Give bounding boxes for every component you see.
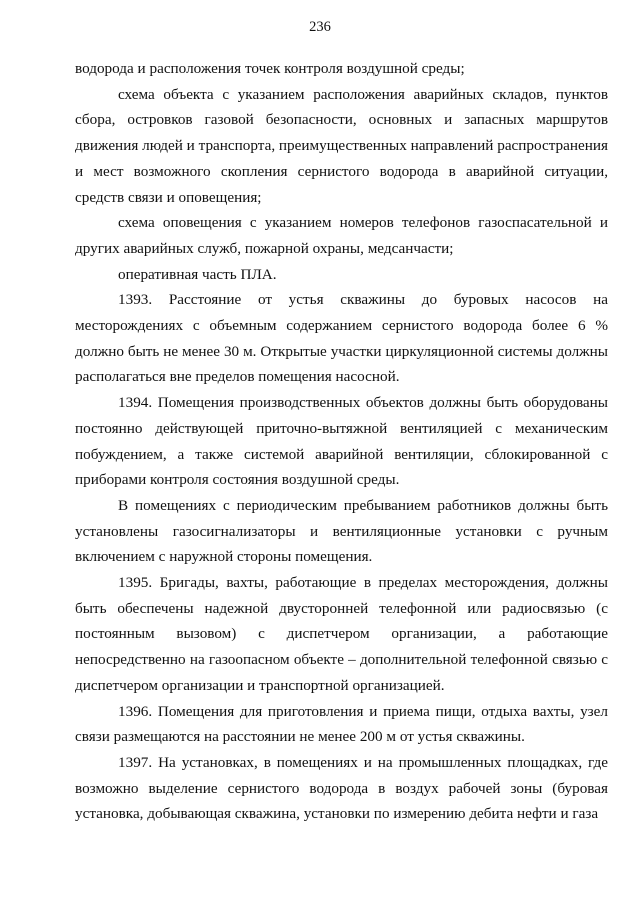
page-number: 236 — [309, 19, 331, 35]
paragraph-1396: 1396. Помещения для приготовления и приема пищи, отдыха вахты, узел связи размещаются на расстоянии не менее 200 м от устья скважины. — [75, 702, 608, 746]
paragraph-1397: 1397. На установках, в помещениях и на промышленных площадках, где возможно выделение сернистого водорода в воздух рабочей зоны (буровая установка, добывающая скважина, установки по измерению дебита нефти и газа — [75, 753, 608, 823]
paragraph-1393: 1393. Расстояние от устья скважины до буровых насосов на месторождениях с объемным содержанием сернистого водорода более 6 % должно быть не менее 30 м. Открытые участки циркуляционной системы должны располагаться вне пределов помещения насосной. — [75, 291, 608, 386]
paragraph-continuation: водорода и расположения точек контроля воздушной среды; — [75, 60, 465, 77]
paragraph-1395: 1395. Бригады, вахты, работающие в пределах месторождения, должны быть обеспечены надежной двусторонней телефонной или радиосвязью (с постоянным вызовом) с диспетчером организации, а работающие непосредственно на газоопасном объекте – дополнительной телефонной связью с диспетчером организации и транспортной организацией. — [75, 574, 608, 694]
paragraph-scheme-object: схема объекта с указанием расположения аварийных складов, пунктов сбора, островков газовой безопасности, основных и запасных маршрутов движения людей и транспорта, преимущественных направлений распространения и мест возможного скопления сернистого водорода в аварийной ситуации, средств связи и оповещения; — [75, 85, 608, 206]
paragraph-periodic-presence: В помещениях с периодическим пребыванием работников должны быть установлены газосигнализаторы и вентиляционные установки с ручным включением с наружной стороны помещения. — [75, 496, 608, 566]
paragraph-1394: 1394. Помещения производственных объектов должны быть оборудованы постоянно действующей приточно-вытяжной вентиляцией с механическим побуждением, а также системой аварийной вентиляции, сблокированной с приборами контроля состояния воздушной среды. — [75, 394, 608, 489]
paragraph-scheme-notification: схема оповещения с указанием номеров телефонов газоспасательной и других аварийных служб, пожарной охраны, медсанчасти; — [75, 214, 608, 257]
document-body — [75, 56, 608, 827]
paragraph-operative-part: оперативная часть ПЛА. — [118, 265, 277, 283]
